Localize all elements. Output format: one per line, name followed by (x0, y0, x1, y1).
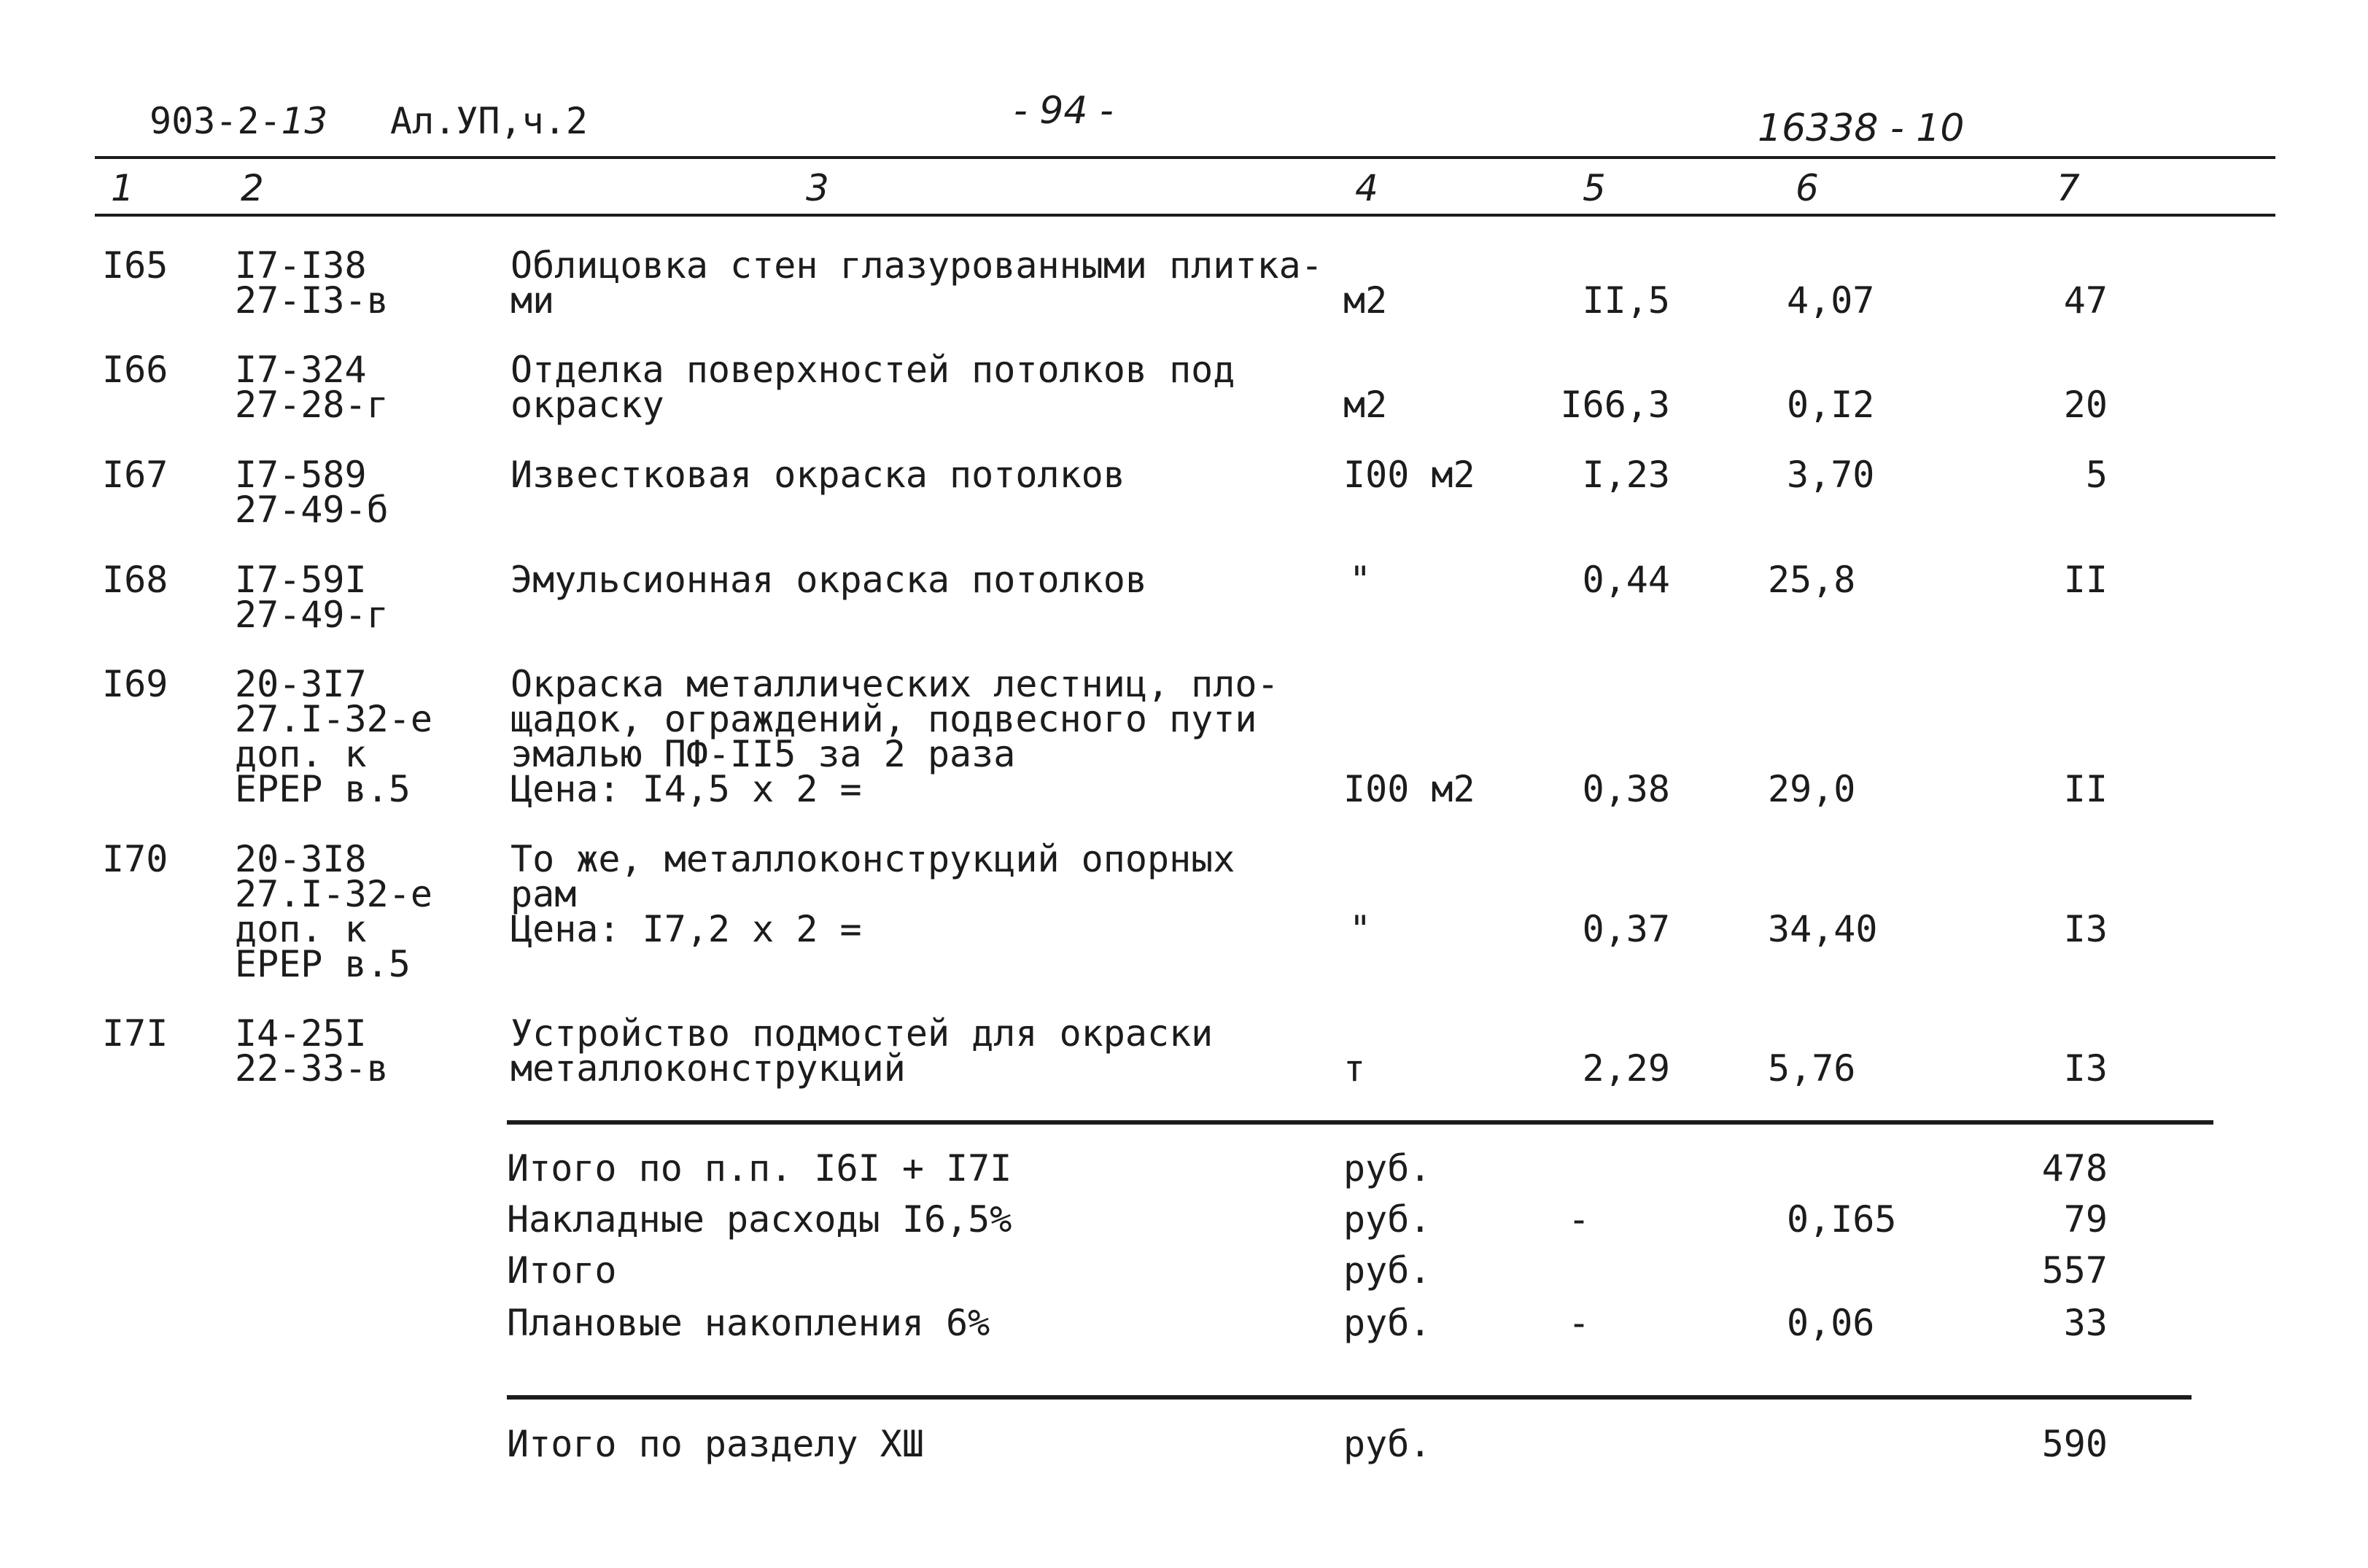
row-number: I66 (102, 349, 168, 391)
row-unit: т (1343, 1047, 1366, 1090)
row-unit: I00 м2 (1343, 454, 1475, 496)
column-number-2: 2 (241, 167, 264, 209)
row-quantity: 2,29 (1582, 1047, 1670, 1090)
row-number: I69 (102, 663, 168, 705)
column-number-1: 1 (111, 167, 134, 209)
row-quantity: 0,37 (1582, 908, 1670, 950)
summary-label: Накладные расходы I6,5% (507, 1198, 1012, 1241)
row-unit: " (1349, 908, 1372, 950)
row-total: II (2063, 559, 2108, 601)
summary-rate: 0,I65 (1787, 1198, 1897, 1241)
summary-unit: руб. (1343, 1302, 1432, 1344)
summary-total: 79 (2063, 1198, 2108, 1241)
row-price: 5,76 (1768, 1047, 1856, 1090)
row-code: I7-324 27-28-г (235, 349, 389, 426)
summary-total: 557 (2041, 1249, 2108, 1292)
summary-quantity: - (1568, 1302, 1591, 1344)
row-unit: " (1349, 559, 1372, 601)
column-number-6: 6 (1796, 167, 1819, 209)
header-bottom-rule (95, 214, 2275, 217)
row-quantity: I,23 (1582, 454, 1670, 496)
row-price: 25,8 (1768, 559, 1856, 601)
row-code: 20-3I7 27.I-32-е доп. к ЕРЕР в.5 (235, 663, 432, 810)
summary-unit: руб. (1343, 1198, 1432, 1241)
row-price: 0,I2 (1787, 384, 1875, 426)
sheet-number: 16338 - 10 (1758, 106, 1965, 150)
row-code: I7-589 27-49-б (235, 454, 389, 531)
summary-top-rule (507, 1120, 2213, 1125)
summary-label: Плановые накопления 6% (507, 1302, 990, 1344)
row-total: 5 (2085, 454, 2108, 496)
page-number: - 94 - (1014, 89, 1114, 133)
column-number-4: 4 (1355, 167, 1378, 209)
row-total: I3 (2063, 1047, 2108, 1090)
summary-quantity: - (1568, 1198, 1591, 1241)
row-total: 20 (2063, 384, 2108, 426)
document-code-handwritten: 13 (281, 100, 328, 142)
row-code: I4-25I 22-33-в (235, 1012, 389, 1090)
row-number: I65 (102, 244, 168, 287)
summary-total: 478 (2041, 1147, 2108, 1189)
row-price: 34,40 (1768, 908, 1878, 950)
row-description: Отделка поверхностей потолков под окраску (511, 349, 1235, 426)
section-total-label: Итого по разделу ХШ (507, 1423, 924, 1465)
header-top-rule (95, 156, 2275, 159)
row-total: II (2063, 768, 2108, 810)
document-code (150, 100, 328, 142)
row-price: 4,07 (1787, 279, 1875, 322)
row-unit: м2 (1343, 384, 1388, 426)
row-unit: м2 (1343, 279, 1388, 322)
row-description: Облицовка стен глазурованными плитка- ми (511, 244, 1323, 322)
summary-unit: руб. (1343, 1249, 1432, 1292)
row-quantity: I66,3 (1560, 384, 1670, 426)
row-quantity: 0,38 (1582, 768, 1670, 810)
column-number-5: 5 (1583, 167, 1606, 209)
section-total-value: 590 (2041, 1423, 2108, 1465)
row-description: Устройство подмостей для окраски металлоконструкций (511, 1012, 1214, 1090)
row-number: I7I (102, 1012, 168, 1055)
row-number: I67 (102, 454, 168, 496)
row-description: Эмульсионная окраска потолков (511, 559, 1147, 601)
column-number-3: 3 (806, 167, 829, 209)
summary-rate: 0,06 (1787, 1302, 1875, 1344)
column-number-7: 7 (2057, 167, 2080, 209)
row-price: 29,0 (1768, 768, 1856, 810)
summary-unit: руб. (1343, 1147, 1432, 1189)
row-code: I7-59I 27-49-г (235, 559, 389, 636)
row-quantity: II,5 (1582, 279, 1670, 322)
section-total-rule (507, 1395, 2192, 1400)
album-label: Ал.УП,ч.2 (390, 100, 588, 142)
section-total-unit: руб. (1343, 1423, 1432, 1465)
summary-label: Итого по п.п. I6I + I7I (507, 1147, 1012, 1189)
row-price: 3,70 (1787, 454, 1875, 496)
row-number: I68 (102, 559, 168, 601)
row-code: 20-3I8 27.I-32-е доп. к ЕРЕР в.5 (235, 838, 432, 985)
document-code-typed: 903-2- (150, 100, 282, 142)
row-number: I70 (102, 838, 168, 880)
row-unit: I00 м2 (1343, 768, 1475, 810)
row-code: I7-I38 27-I3-в (235, 244, 389, 322)
row-total: I3 (2063, 908, 2108, 950)
row-description: Известковая окраска потолков (511, 454, 1125, 496)
summary-label: Итого (507, 1249, 617, 1292)
row-description: Окраска металлических лестниц, пло- щадок, ограждений, подвесного пути эмалью ПФ-II5 за 2 раза Цена: I4,5 х 2 = (511, 663, 1279, 810)
row-total: 47 (2063, 279, 2108, 322)
row-description: То же, металлоконструкций опорных рам Цена: I7,2 х 2 = (511, 838, 1235, 950)
row-quantity: 0,44 (1582, 559, 1670, 601)
summary-total: 33 (2063, 1302, 2108, 1344)
